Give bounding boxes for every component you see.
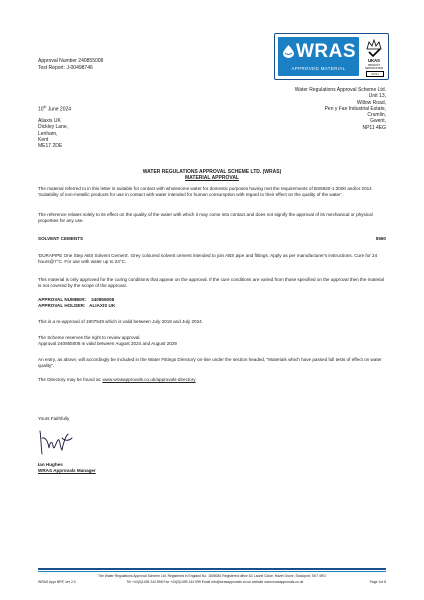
- approval-holder-row: APPROVAL HOLDER: ALIAXIS UK: [38, 303, 116, 308]
- footer-form-version: WRAS Appr BRF, ver 2.0: [38, 579, 76, 584]
- footer-registration: The Water Regulations Approval Scheme Ltd. Registered in England No. 1805084 Registered office 4D Laurel Close, Hazel Grove, Stockport, SK7 4RG: [97, 574, 327, 578]
- wras-logo-word: WRAS: [296, 41, 357, 62]
- ukas-number: 10711: [366, 71, 384, 77]
- signatory-title: WRAS Approvals Manager: [38, 468, 96, 473]
- document-title: WATER REGULATIONS APPROVAL SCHEME LTD. (WRAS) MATERIAL APPROVAL: [142, 169, 282, 182]
- ukas-mark: [362, 37, 386, 76]
- recipient-address: Aliaxis UK Dickley Lane, Lenham, Kent ME17 2DE: [38, 118, 69, 150]
- signatory-name: Ian Hughes: [38, 462, 63, 467]
- test-report-line: Test Report: J-00498746: [38, 64, 93, 71]
- paragraph-scope: The reference relates solely to its effect on the quality of the water with which it may come into contact and does not signify the approval of its mechanical or physical properties for any use.: [38, 212, 373, 223]
- paragraph-directory-link: The Directory may be found at: www.wrasapprovals.co.uk/approvals-directory: [38, 377, 196, 382]
- wras-logo-subtitle: APPROVED MATERIAL: [291, 66, 346, 71]
- handwritten-signature: [38, 428, 74, 458]
- paragraph-reapproval: This is a re-approval of 1907549 which is valid between July 2019 and July 2024.: [38, 319, 203, 324]
- paragraph-suitability: The material referred to in this letter is suitable for contact with wholesome water for domestic purposes having met the requirements of BS6920-1:2000 and/or 2014 'Suitability of non-metallic products for use in contact with water intended for human consumption with regard to their effect on the quality of the water'.: [38, 186, 372, 197]
- paragraph-review-right: The Scheme reserves the right to review approval.: [38, 335, 141, 340]
- paragraph-product-description: 'DURAPIPE One Step ABS Solvent Cement'. Grey coloured solvent cement intended to join ABS pipe and fittings. Apply as per manufacturer's instructions. Cure for 24 hours@7°C. For use with water up to 23°C.: [38, 253, 378, 264]
- section-label: SOLVENT CEMENTS: [38, 236, 84, 241]
- footer-contact: Tel +44(0)1495 244 898 Fax +44(0)1495 244 999 Email info@wrasapprovals.co.uk website www.wrasapprovals.co.uk: [126, 579, 304, 584]
- wras-logo: [274, 33, 389, 80]
- footer-rule-accent: [38, 571, 386, 572]
- directory-link[interactable]: www.wrasapprovals.co.uk/approvals-directory: [102, 377, 196, 382]
- paragraph-validity: Approval 240855008 is valid between August 2024 and August 2029: [38, 341, 177, 346]
- sign-off: Yours Faithfully: [38, 416, 70, 421]
- crown-tick-icon: [362, 37, 386, 59]
- approval-number-line: Approval Number 240855008: [38, 58, 104, 64]
- sender-address: Water Regulations Approval Scheme Ltd. Unit 13, Willow Road, Pen y Fan Industrial Estate, Crumlin, Gwent, NP11 4EG: [294, 87, 386, 131]
- footer-page-number: Page 1of 8: [369, 579, 386, 584]
- section-code: 5560: [375, 236, 386, 241]
- wras-logo-badge: [278, 37, 359, 76]
- water-drop-icon: [283, 45, 294, 58]
- paragraph-directory-entry: An entry, as above, will accordingly be included in the Water Fittings Directory on-line under the section headed, "Materials which have passed full tests of effect on water quality".: [38, 357, 382, 368]
- letter-date: 10th June 2024: [38, 105, 72, 113]
- approval-number-row: APPROVAL NUMBER: 240855008: [38, 297, 115, 302]
- paragraph-curing-conditions: This material is only approved for the curing conditions that appear on the approval. If the cure conditions are varied from those specified on the approval then the material is not covered by the scope of the approval.: [38, 277, 385, 288]
- ukas-label: UKAS PRODUCT CERTIFICATION: [364, 58, 384, 70]
